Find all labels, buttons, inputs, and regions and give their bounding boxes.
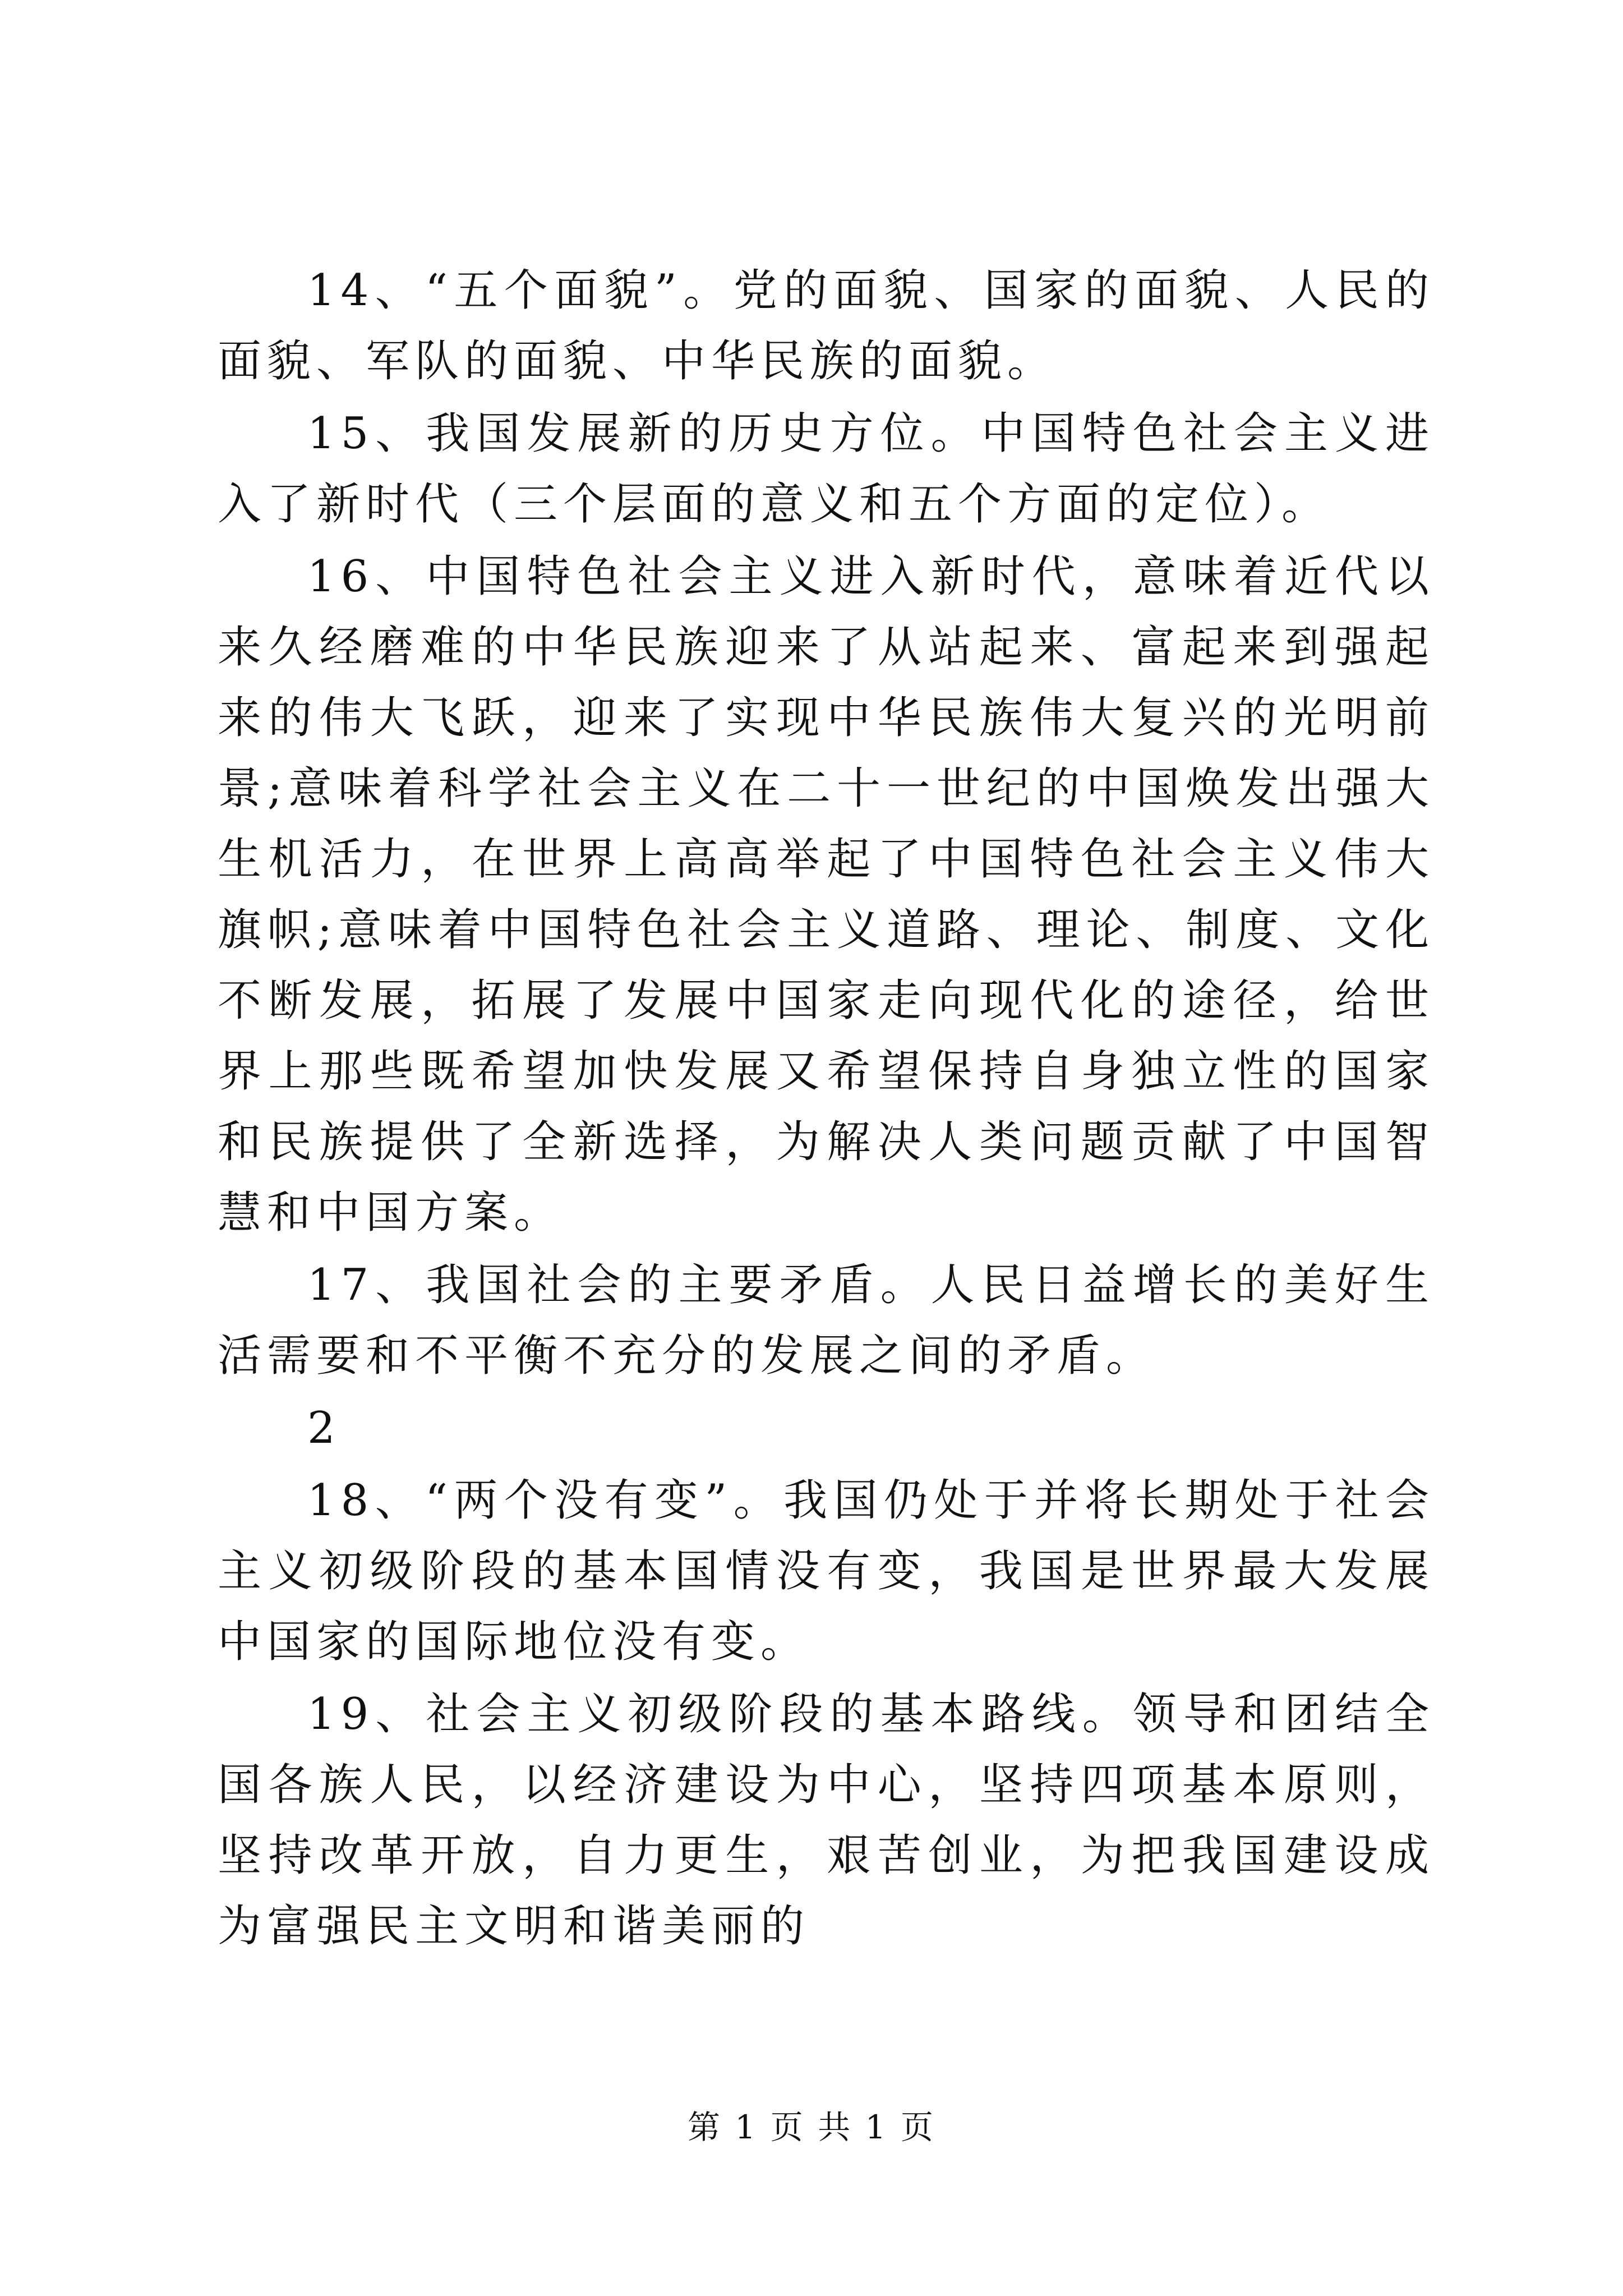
document-body bbox=[218, 255, 1435, 1963]
paragraph-19: 19、社会主义初级阶段的基本路线。领导和团结全国各族人民，以经济建设为中心，坚持四项基本原则，坚持改革开放，自力更生，艰苦创业，为把我国建设成为富强民主文明和谐美丽的 bbox=[218, 1689, 1435, 1952]
paragraph-18: 18、“两个没有变”。我国仍处于并将长期处于社会主义初级阶段的基本国情没有变，我国是世界最大发展中国家的国际地位没有变。 bbox=[218, 1475, 1435, 1667]
paragraph-17: 17、我国社会的主要矛盾。人民日益增长的美好生活需要和不平衡不充分的发展之间的矛盾。 bbox=[218, 1260, 1435, 1381]
page-footer: 第 1 页 共 1 页 bbox=[688, 2108, 935, 2146]
inline-page-number: 2 bbox=[307, 1403, 341, 1453]
paragraph-14: 14、“五个面貌”。党的面貌、国家的面貌、人民的面貌、军队的面貌、中华民族的面貌。 bbox=[218, 265, 1435, 386]
paragraph-16: 16、中国特色社会主义进入新时代，意味着近代以来久经磨难的中华民族迎来了从站起来、富起来到强起来的伟大飞跃，迎来了实现中华民族伟大复兴的光明前景;意味着科学社会主义在二十一世纪的中国焕发出强大生机活力，在世界上高高举起了中国特色社会主义伟大旗帜;意味着中国特色社会主义道路、理论、制度、文化不断发展，拓展了发展中国家走向现代化的途径，给世界上那些既希望加快发展又希望保持自身独立性的国家和民族提供了全新选择，为解决人类问题贡献了中国智慧和中国方案。 bbox=[218, 551, 1435, 1238]
paragraph-15: 15、我国发展新的历史方位。中国特色社会主义进入了新时代（三个层面的意义和五个方面的定位）。 bbox=[218, 408, 1435, 530]
